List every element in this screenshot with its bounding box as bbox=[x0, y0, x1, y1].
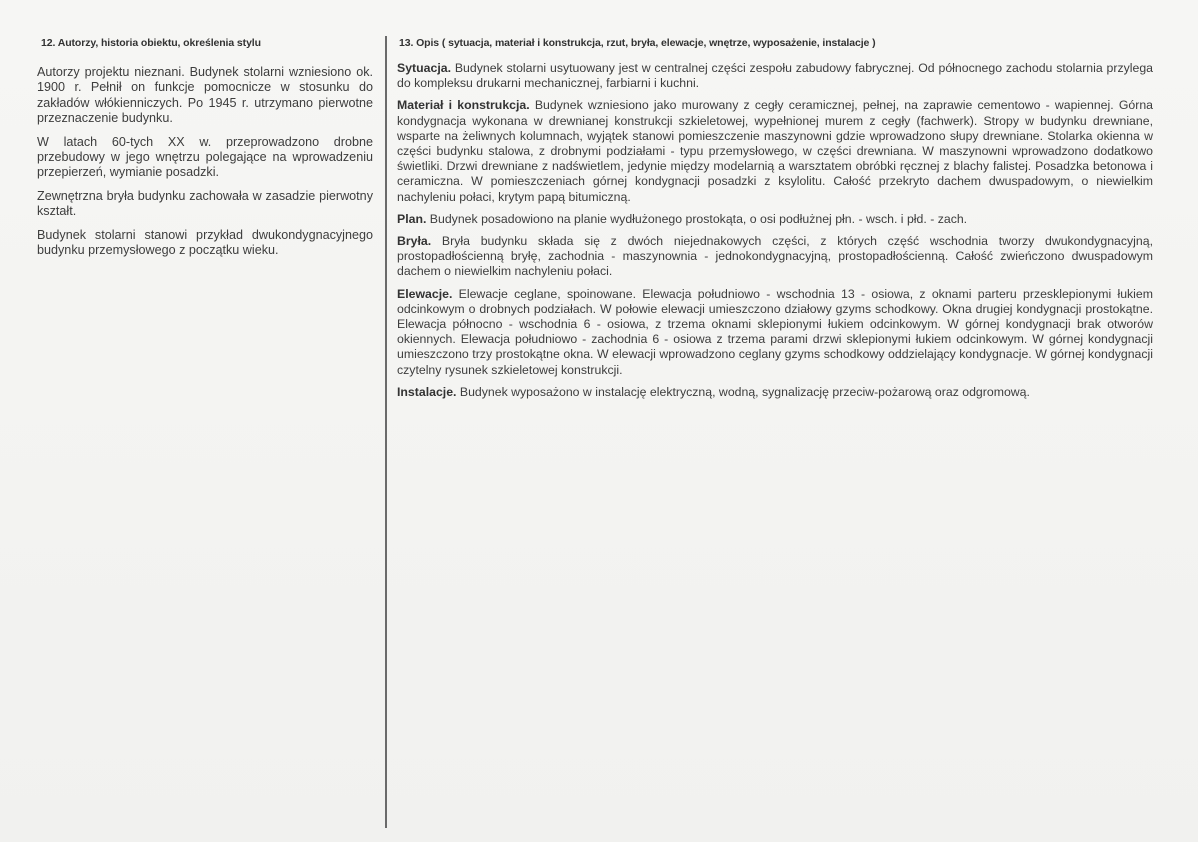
history-paragraph: Budynek stolarni stanowi przykład dwukondygnacyjnego budynku przemysłowego z początku wieku. bbox=[37, 227, 373, 258]
section-text: Elewacje ceglane, spoinowane. Elewacja południowo - wschodnia 13 - osiowa, z oknami parteru przesklepionymi łukiem odcinkowym o drobnych podziałach. W połowie elewacji umieszczono działowy gzyms schodkowy. Okna drugiej kondygnacji prostokątne. Elewacja północno - wschodnia 6 - osiowa, z trzema oknami sklepionymi łukiem odcinkowym. W górnej kondygnacji brak otworów okiennych. Elewacja południowo - zachodnia 6 - osiowa z trzema parami drzwi sklepionymi łukiem odcinkowym. W górnej kondygnacji umieszczono trzy prostokątne okna. W elewacji wprowadzono ceglany gzyms schodkowy oddzielający kondygnacje. W górnej kondygnacji czytelny rysunek szkieletowej konstrukcji. bbox=[397, 286, 1153, 377]
section-plan bbox=[397, 212, 1153, 227]
section-lead: Sytuacja. bbox=[397, 61, 451, 75]
section-lead: Instalacje. bbox=[397, 384, 457, 399]
section-text: Budynek wyposażono w instalację elektryczną, wodną, sygnalizację przeciw-pożarową oraz odgromową. bbox=[456, 384, 1030, 399]
section-massing bbox=[397, 234, 1153, 280]
history-heading: 12. Autorzy, historia obiektu, określenia stylu bbox=[41, 37, 261, 49]
section-text: Budynek wzniesiono jako murowany z cegły ceramicznej, pełnej, na zaprawie cementowo - wapiennej. Górna kondygnacja wykonana w drewnianej konstrukcji szkieletowej, wypełnionej murem z cegły (fachwerk). Stropy w budynku drewniane, wsparte na żeliwnych kolumnach, wyjątek stanowi pomieszczenie maszynowni gdzie wprowadzono słupy drewniane. Stolarka okienna w części budynku stalowa, z drobnymi podziałami - typu przemysłowego, w części drewniana. W maszynowni wprowadzono dodatkowo świetliki. Drzwi drewniane z nadświetlem, jedynie między modelarnią a warsztatem obróbki ręcznej z blachy falistej. Posadzka betonowa i ceramiczna. W pomieszczeniach górnej kondygnacji posadzki z ksylolitu. Całość przekryto dachem dwuspadowym, o niewielkim nachyleniu połaci, krytym papą bitumiczną. bbox=[397, 98, 1153, 204]
history-paragraph: W latach 60-tych XX w. przeprowadzono drobne przebudowy w jego wnętrzu polegające na wprowadzeniu przepierzeń, wymianie posadzki. bbox=[37, 134, 373, 180]
description-column bbox=[397, 37, 1153, 407]
section-lead: Plan. bbox=[397, 211, 427, 226]
history-column bbox=[37, 37, 373, 266]
section-text: Budynek posadowiono na planie wydłużonego prostokąta, o osi podłużnej płn. - wsch. i płd. - zach. bbox=[426, 211, 968, 226]
section-elevations bbox=[397, 287, 1153, 378]
history-paragraph: Autorzy projektu nieznani. Budynek stolarni wzniesiono ok. 1900 r. Pełnił on funkcje pomocnicze w stosunku do zakładów włókienniczych. Po 1945 r. utrzymano pierwotne przeznaczenie budynku. bbox=[37, 65, 373, 126]
section-situation bbox=[397, 61, 1153, 91]
section-lead: Materiał i konstrukcja. bbox=[397, 98, 530, 113]
section-installations bbox=[397, 385, 1153, 400]
column-divider bbox=[385, 36, 387, 828]
section-lead: Elewacje. bbox=[397, 286, 453, 301]
history-paragraph: Zewnętrzna bryła budynku zachowała w zasadzie pierwotny kształt. bbox=[37, 188, 373, 219]
description-heading: 13. Opis ( sytuacja, materiał i konstrukcja, rzut, bryła, elewacje, wnętrze, wyposażenie, instalacje ) bbox=[399, 37, 876, 49]
section-lead: Bryła. bbox=[397, 234, 432, 249]
section-material bbox=[397, 98, 1153, 204]
section-text: Budynek stolarni usytuowany jest w centralnej części zespołu zabudowy fabrycznej. Od północnego zachodu stolarnia przylega do kompleksu drukarni mechanicznej, farbiarni i kuchni. bbox=[397, 61, 1153, 91]
section-text: Bryła budynku składa się z dwóch niejednakowych części, z których część wschodnia tworzy dwukondygnacyjną, prostopadłościenną bryłę, zachodnia - maszynownia - jednokondygnacyjną, prostopadłościenną. Całość zwieńczono dwuspadowym dachem o niewielkim nachyleniu połaci. bbox=[397, 234, 1153, 279]
